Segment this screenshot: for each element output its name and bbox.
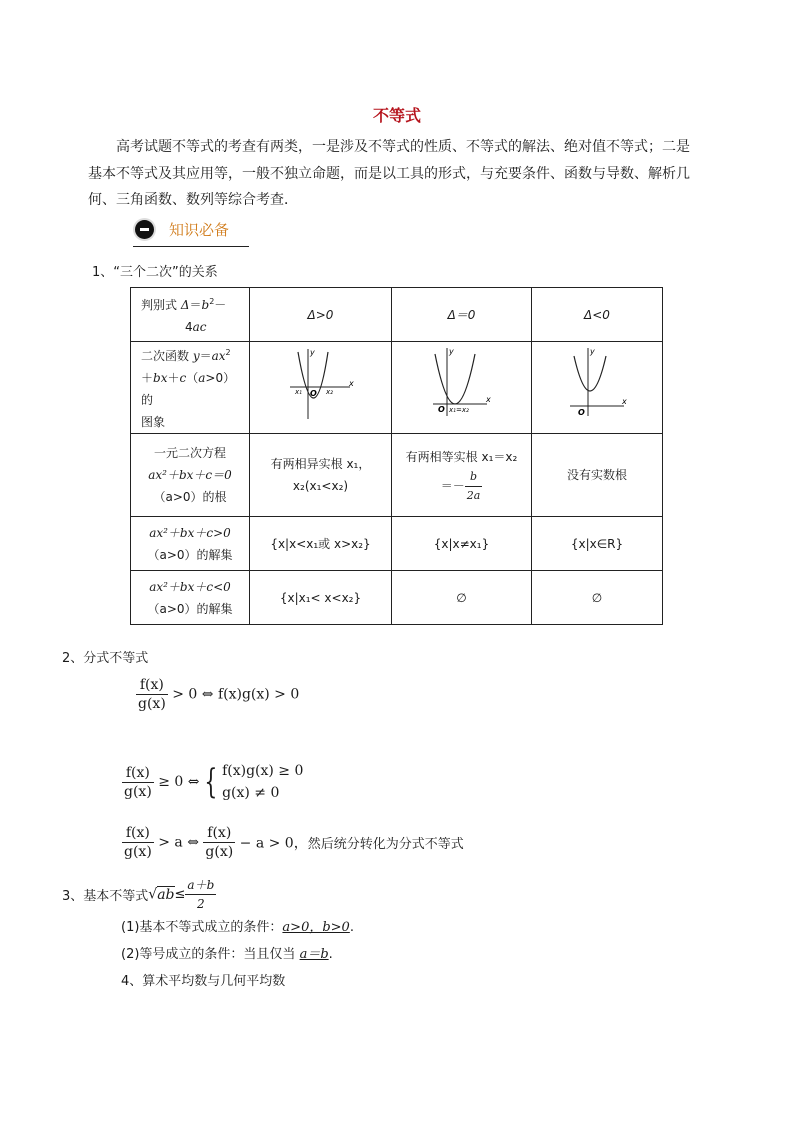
parabola-no-root-graph: [562, 344, 632, 424]
parabola-two-roots-graph: [286, 344, 356, 424]
graph-no-root: [532, 342, 663, 434]
svg-text:O: O: [578, 408, 585, 417]
svg-text:y: y: [448, 347, 454, 356]
brace-icon: {: [204, 762, 218, 802]
fraction-inequality-3: $\frac{f(x)}{g(x)}$ > a ⇔ $\frac{f(x)}{g(x)}$ − a > 0，然后统分转化为分式不等式: [124, 825, 464, 860]
page-title: 不等式: [372, 106, 421, 125]
cell-gt-no-root: {x|x∈R}: [532, 517, 663, 571]
svg-text:x₁: x₁: [294, 388, 302, 396]
item2-title: 2、分式不等式: [62, 651, 149, 666]
graph-one-root: [392, 342, 532, 434]
table-row: [131, 571, 663, 625]
cell-gt-one-root: {x|x≠x₁}: [392, 517, 532, 571]
svg-text:y: y: [309, 348, 315, 357]
svg-text:O: O: [309, 389, 317, 398]
table-row: [131, 517, 663, 571]
parabola-one-root-graph: [427, 344, 497, 424]
svg-text:x: x: [485, 395, 491, 404]
svg-text:x: x: [348, 379, 354, 388]
cell-lt-no-root: ∅: [532, 571, 663, 625]
cell-delta-positive: Δ>0: [250, 288, 392, 342]
condition-1: (1)基本不等式成立的条件：a>0，b>0.: [121, 920, 354, 935]
fraction-inequality-1: $\frac{f(x)}{g(x)}$ > 0 ⇔ f(x)g(x) > 0: [138, 677, 300, 712]
section-header: [133, 216, 249, 247]
cell-lt-one-root: ∅: [392, 571, 532, 625]
item4-title: 4、算术平均数与几何平均数: [121, 974, 286, 989]
cell-double-root: 有两相等实根 x₁＝x₂ ＝－ $\frac{b}{2a}$: [392, 434, 532, 517]
svg-text:x₁=x₂: x₁=x₂: [448, 406, 469, 414]
cell-lt-two-roots: {x|x₁< x<x₂}: [250, 571, 392, 625]
table-row: [131, 434, 663, 517]
svg-text:x: x: [622, 397, 627, 406]
table-row: [131, 288, 663, 342]
row-header-discriminant: 判别式 $\Delta=b^2-$ 4ac: [131, 288, 250, 342]
row-header-equation: 一元二次方程 ax²＋bx＋c＝0 （a>0）的根: [131, 434, 250, 517]
row-header-function: 二次函数 $y=ax^2$ ＋bx＋c（a>0）的 图象: [131, 342, 250, 434]
three-quadratics-table: [130, 287, 663, 625]
row-header-lt-solution: ax²＋bx＋c<0 （a>0）的解集: [131, 571, 250, 625]
graph-two-roots: [250, 342, 392, 434]
cell-no-real-root: 没有实数根: [532, 434, 663, 517]
item1-title: 1、“三个二次”的关系: [92, 265, 218, 280]
cell-delta-zero: Δ＝0: [392, 288, 532, 342]
item3-title-line: 3、基本不等式√ab≤ $\frac{a+b}{2}$: [62, 878, 215, 911]
condition-2: (2)等号成立的条件：当且仅当 a＝b.: [121, 947, 333, 962]
section-title: 知识必备: [169, 221, 230, 239]
cell-delta-negative: Δ<0: [532, 288, 663, 342]
row-header-gt-solution: ax²＋bx＋c>0 （a>0）的解集: [131, 517, 250, 571]
section-number-icon: [135, 220, 154, 239]
cell-two-distinct-roots: 有两相异实根 x₁， x₂(x₁<x₂): [250, 434, 392, 517]
cell-gt-two-roots: {x|x<x₁或 x>x₂}: [250, 517, 392, 571]
intro-paragraph: 高考试题不等式的考查有两类，一是涉及不等式的性质、不等式的解法、绝对值不等式；二是基本不等式及其应用等，一般不独立命题，而是以工具的形式，与充要条件、函数与导数、解析几何、三角函数、数列等综合考查．: [88, 139, 690, 208]
svg-text:O: O: [437, 405, 445, 414]
svg-text:y: y: [590, 347, 595, 356]
table-row: [131, 342, 663, 434]
svg-text:x₂: x₂: [325, 388, 333, 396]
fraction-inequality-2: $\frac{f(x)}{g(x)}$ ≥ 0 ⇔ { f(x)g(x) ≥ 0 g(x) ≠ 0: [124, 762, 304, 802]
